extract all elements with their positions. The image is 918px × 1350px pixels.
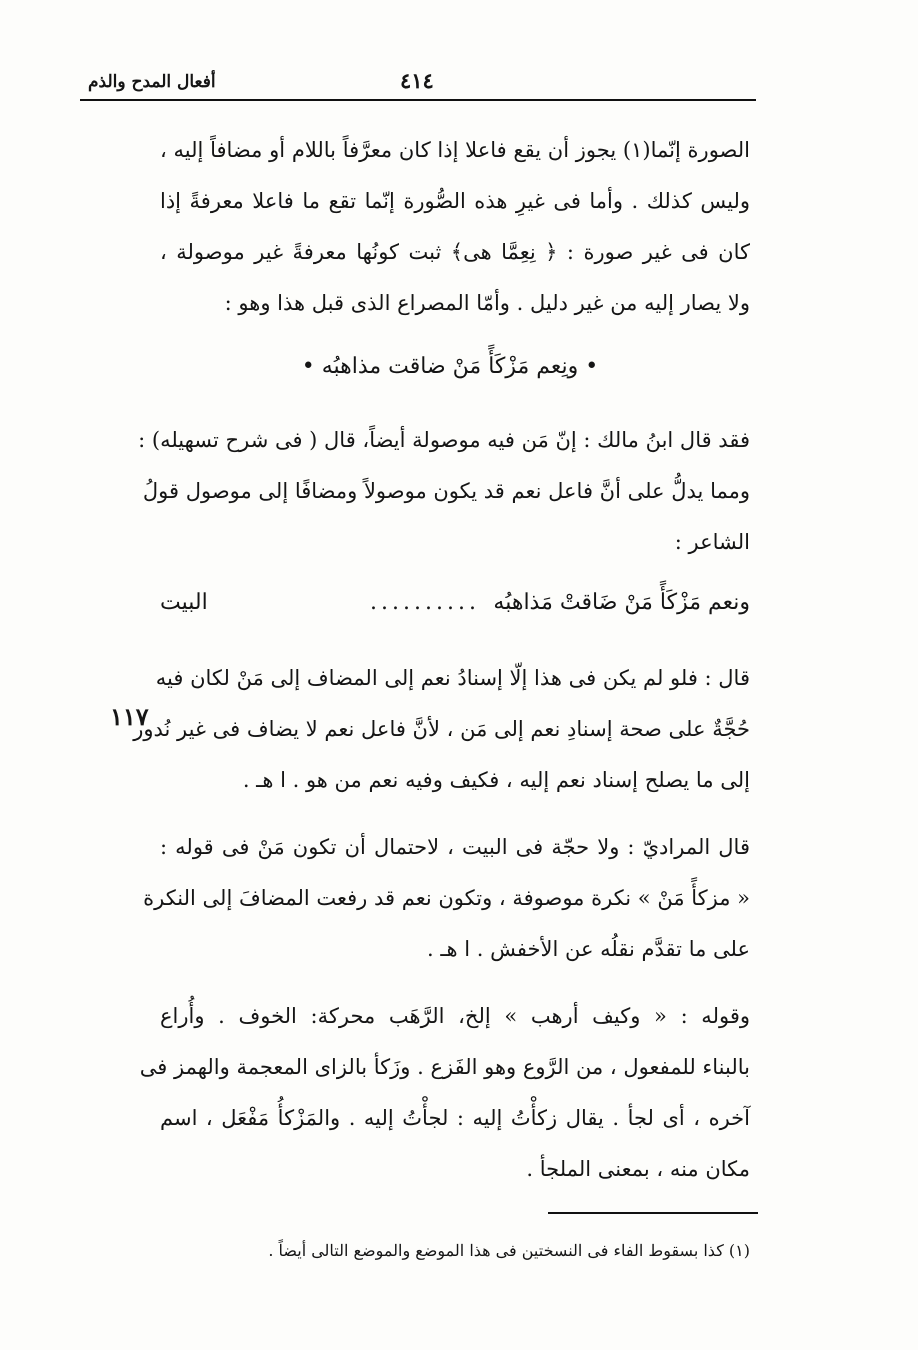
paragraph-5-line-4: مكان منه ، بمعنى الملجأ .: [526, 1157, 750, 1181]
verse-text: ونعم مَزْكَأً مَنْ ضَاقتْ مَذاهبُه: [493, 590, 750, 615]
page-number: ٤١٤: [400, 68, 434, 93]
verse-label: البيت: [160, 590, 208, 615]
footnote-rule: [548, 1212, 758, 1214]
paragraph-1-line-4: ولا يصار إليه من غير دليل . وأمّا المصراع الذى قبل هذا وهو :: [224, 291, 750, 315]
verse-hemistich: • ونِعم مَزْكَأً مَنْ ضاقت مذاهبُه •: [301, 354, 599, 379]
footnote: (١) كذا بسقوط الفاء فى النسختين فى هذا الموضع والموضع التالى أيضاً .: [268, 1241, 750, 1260]
verse-ellipsis: ..........: [370, 590, 480, 615]
paragraph-5-line-3: آخره ، أى لجأ . يقال زكأْتُ إليه : لجأْتُ إليه . والمَزْكأُ مَفْعَل ، اسم: [160, 1106, 750, 1130]
paragraph-4-line-3: على ما تقدَّم نقلُه عن الأخفش . ا هـ .: [427, 937, 750, 961]
paragraph-3-line-3: إلى ما يصلح إسناد نعم إليه ، فكيف وفيه نعم من هو . ا هـ .: [242, 768, 750, 792]
running-title: أفعال المدح والذم: [88, 72, 216, 92]
paragraph-5-line-1: وقوله : « وكيف أرهب » إلخ، الرَّهَب محركة: الخوف . وأُراع: [160, 1004, 750, 1028]
paragraph-4-line-1: قال المراديّ : ولا حجّة فى البيت ، لاحتمال أن تكون مَنْ فى قوله :: [160, 835, 750, 859]
margin-verse-number: ١١٧: [110, 702, 149, 731]
paragraph-3-line-1: قال : فلو لم يكن فى هذا إلّا إسنادُ نعم إلى المضاف إلى مَنْ لكان فيه: [155, 666, 750, 690]
paragraph-2-line-2: ومما يدلُّ على أنَّ فاعل نعم قد يكون موصولاً ومضافًا إلى موصول قولُ: [142, 479, 750, 503]
paragraph-4-line-2: « مزكأً مَنْ » نكرة موصوفة ، وتكون نعم قد رفعت المضافَ إلى النكرة: [143, 886, 750, 910]
verse-line: [160, 590, 750, 626]
paragraph-2-line-1: فقد قال ابنُ مالك : إنّ مَن فيه موصولة أيضاً، قال ( فى شرح تسهيله) :: [138, 428, 750, 452]
header-rule: [80, 99, 756, 101]
paragraph-1-line-3: كان فى غير صورة : ﴿ نِعِمَّا هى﴾ ثبت كونُها معرفةً غير موصولة ،: [160, 240, 750, 264]
running-header: [80, 66, 760, 100]
paragraph-5-line-2: بالبناء للمفعول ، من الرَّوع وهو الفَزع . وزَكأ بالزاى المعجمة والهمز فى: [139, 1055, 750, 1079]
paragraph-3-line-2: حُجَّةٌ على صحة إسنادِ نعم إلى مَن ، لأنَّ فاعل نعم لا يضاف فى غير نُدور: [133, 717, 750, 741]
paragraph-2-line-3: الشاعر :: [674, 530, 750, 554]
paragraph-1-line-2: وليس كذلك . وأما فى غيرِ هذه الصُّورة إنّما تقع ما فاعلا معرفةً إذا: [160, 189, 750, 213]
paragraph-1-line-1: الصورة إنّما(١) يجوز أن يقع فاعلا إذا كان معرَّفاً باللام أو مضافاً إليه ،: [160, 138, 750, 162]
